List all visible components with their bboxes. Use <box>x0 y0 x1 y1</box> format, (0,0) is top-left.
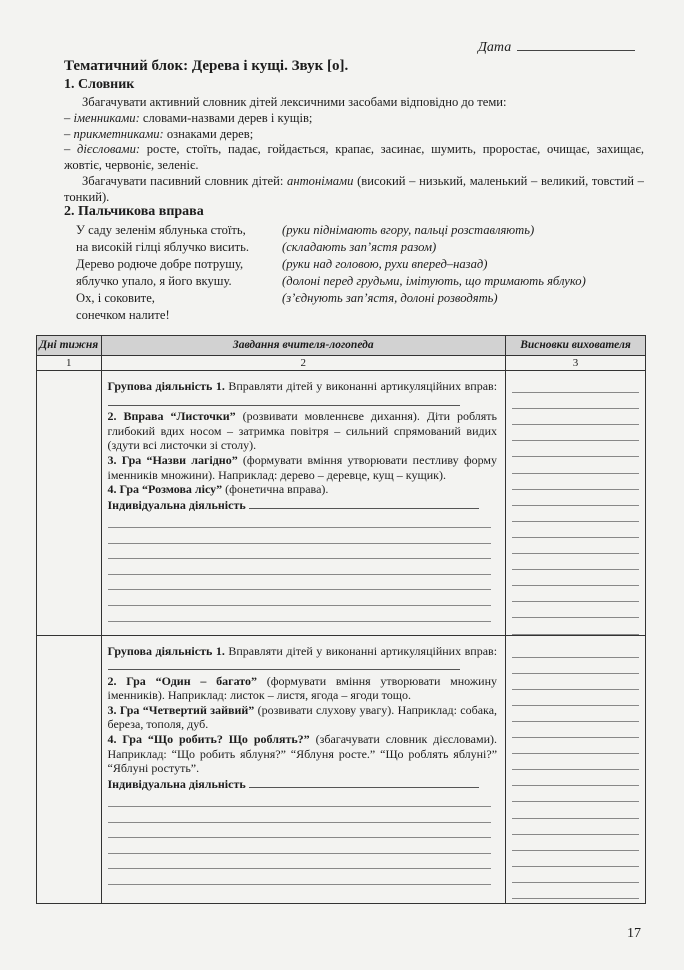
header-tasks: Завдання вчителя-логопеда <box>101 336 506 356</box>
writing-line[interactable] <box>512 754 639 770</box>
writing-line[interactable] <box>108 590 492 606</box>
vocabulary-passive: Збагачувати пасивний словник дітей: антонімами (високий – низький, маленький – великий, товстий – тонкий). <box>64 173 644 204</box>
task-item: 3. Гра “Четвертий зайвий” (розвивати слухову увагу). Наприклад: собака, береза, тополя, дуб. <box>107 702 498 732</box>
poem-line: Дерево родюче добре потрушу, <box>76 257 244 271</box>
page-title: Тематичний блок: Дерева і кущі. Звук [о]. <box>64 58 349 74</box>
fill-blank[interactable] <box>249 497 479 509</box>
date-label: Дата <box>478 40 512 55</box>
writing-line[interactable] <box>512 786 639 802</box>
date-blank[interactable] <box>517 38 635 51</box>
writing-line[interactable] <box>512 570 639 586</box>
writing-line[interactable] <box>512 522 639 538</box>
writing-line[interactable] <box>512 658 639 674</box>
page-number: 17 <box>627 926 641 941</box>
writing-line[interactable] <box>108 854 492 870</box>
header-conclusions: Висновки вихователя <box>506 336 646 356</box>
vocabulary-adjectives: – прикметниками: ознаками дерев; <box>64 126 254 141</box>
conclusions-lines <box>506 636 645 900</box>
writing-line[interactable] <box>108 559 492 575</box>
lesson-plan-table <box>36 335 646 904</box>
writing-line[interactable] <box>512 690 639 706</box>
writing-line[interactable] <box>512 474 639 490</box>
writing-line[interactable] <box>512 618 639 634</box>
writing-line[interactable] <box>512 867 639 883</box>
writing-line[interactable] <box>512 674 639 690</box>
writing-line[interactable] <box>512 883 639 899</box>
conclusions-cell <box>506 371 646 636</box>
table-header-row <box>37 336 646 356</box>
task-item: 4. Гра “Що робить? Що роблять?” (збагачувати словник дієсловами). Наприклад: “Що робить яблуня?” “Яблуня росте.” “Що роблять яблуні?” “Яблуні ростуть”. <box>107 732 498 776</box>
individual-activity: Індивідуальна діяльність <box>108 776 498 792</box>
writing-line[interactable] <box>512 642 639 658</box>
tasks-cell <box>101 635 506 903</box>
poem-line: У саду зеленім яблунька стоїть, <box>76 223 246 237</box>
header-days: Дні тижня <box>37 336 102 356</box>
section-heading-finger-exercise: 2. Пальчикова вправа <box>64 204 204 219</box>
tasks-block <box>102 636 506 886</box>
poem-action: (руки піднімають вгору, пальці розставляють) <box>282 223 535 237</box>
fill-blank[interactable] <box>108 658 460 670</box>
writing-line[interactable] <box>512 722 639 738</box>
task-item: 3. Гра “Назви лагідно” (формувати вміння утворювати пестливу форму іменників множини). Наприклад: дерево – деревце, кущ – кущик). <box>107 452 498 482</box>
writing-line[interactable] <box>108 512 492 528</box>
writing-line[interactable] <box>108 869 492 885</box>
writing-line[interactable] <box>108 544 492 560</box>
task-item: 2. Гра “Один – багато” (формувати вміння утворювати множину іменників). Наприклад: листок – листя, ягода – ягоди тощо. <box>107 673 498 703</box>
writing-line[interactable] <box>512 393 639 409</box>
section-heading-vocabulary: 1. Словник <box>64 77 135 92</box>
writing-line[interactable] <box>512 506 639 522</box>
table-row <box>37 635 646 903</box>
vocabulary-text <box>64 95 644 206</box>
group-activity: Групова діяльність 1. Вправляти дітей у виконанні артикуляційних вправ: <box>108 644 498 674</box>
writing-line[interactable] <box>512 602 639 618</box>
conclusions-lines <box>506 371 645 635</box>
tasks-cell <box>101 371 506 636</box>
writing-line[interactable] <box>512 738 639 754</box>
date-field <box>478 38 635 56</box>
poem-action: (з’єднують зап’ястя, долоні розводять) <box>282 291 498 305</box>
writing-line[interactable] <box>512 538 639 554</box>
task-item: 2. Вправа “Листочки” (розвивати мовленнєве дихання). Діти роблять глибокий вдих носом – затримка повітря – сильний спрямований видих (здути всі листочки зі столу). <box>107 409 498 453</box>
day-cell[interactable] <box>37 635 102 903</box>
writing-line[interactable] <box>108 838 492 854</box>
writing-line[interactable] <box>108 823 492 839</box>
writing-line[interactable] <box>512 441 639 457</box>
writing-line[interactable] <box>512 377 639 393</box>
task-item: 4. Гра “Розмова лісу” (фонетична вправа). <box>107 482 329 497</box>
individual-activity: Індивідуальна діяльність <box>108 497 498 513</box>
writing-line[interactable] <box>512 554 639 570</box>
writing-line[interactable] <box>512 819 639 835</box>
vocabulary-intro: Збагачувати активний словник дітей лексичними засобами відповідно до теми: <box>82 95 507 109</box>
writing-line[interactable] <box>512 835 639 851</box>
conclusions-cell <box>506 635 646 903</box>
poem-line: сонечком налите! <box>76 308 170 322</box>
poem-line: на високій гілці яблучко висить. <box>76 240 250 254</box>
writing-line[interactable] <box>512 586 639 602</box>
vocabulary-verbs: – дієсловами: росте, стоїть, падає, гойдається, крапає, засинає, шумить, проростає, очищає, захищає, жовтіє, червоніє, зеленіє. <box>64 142 645 173</box>
poem-action: (руки над головою, рухи вперед–назад) <box>282 257 488 271</box>
writing-line[interactable] <box>512 425 639 441</box>
group-activity: Групова діяльність 1. Вправляти дітей у виконанні артикуляційних вправ: <box>108 379 498 409</box>
writing-line[interactable] <box>512 457 639 473</box>
writing-line[interactable] <box>512 770 639 786</box>
writing-line[interactable] <box>512 851 639 867</box>
writing-line[interactable] <box>512 802 639 818</box>
day-cell[interactable] <box>37 371 102 636</box>
vocabulary-nouns: – іменниками: словами-назвами дерев і кущів; <box>64 110 313 125</box>
writing-line[interactable] <box>108 528 492 544</box>
column-number: 3 <box>506 356 646 371</box>
poem-line: Ох, і соковите, <box>76 291 155 305</box>
table-row <box>37 371 646 636</box>
writing-line[interactable] <box>108 606 492 622</box>
poem-line: яблучко упало, я його вкушу. <box>76 274 232 288</box>
column-number: 2 <box>101 356 506 371</box>
writing-line[interactable] <box>108 575 492 591</box>
table-number-row <box>37 356 646 371</box>
poem-action: (складають зап’ястя разом) <box>282 240 437 254</box>
fill-blank[interactable] <box>249 776 479 788</box>
fill-blank[interactable] <box>108 394 460 406</box>
writing-line[interactable] <box>108 807 492 823</box>
writing-line[interactable] <box>512 490 639 506</box>
column-number: 1 <box>37 356 102 371</box>
poem-action: (долоні перед грудьми, імітують, що тримають яблуко) <box>282 274 586 288</box>
writing-line[interactable] <box>108 791 492 807</box>
tasks-block <box>102 371 506 622</box>
writing-line[interactable] <box>512 409 639 425</box>
writing-line[interactable] <box>512 706 639 722</box>
